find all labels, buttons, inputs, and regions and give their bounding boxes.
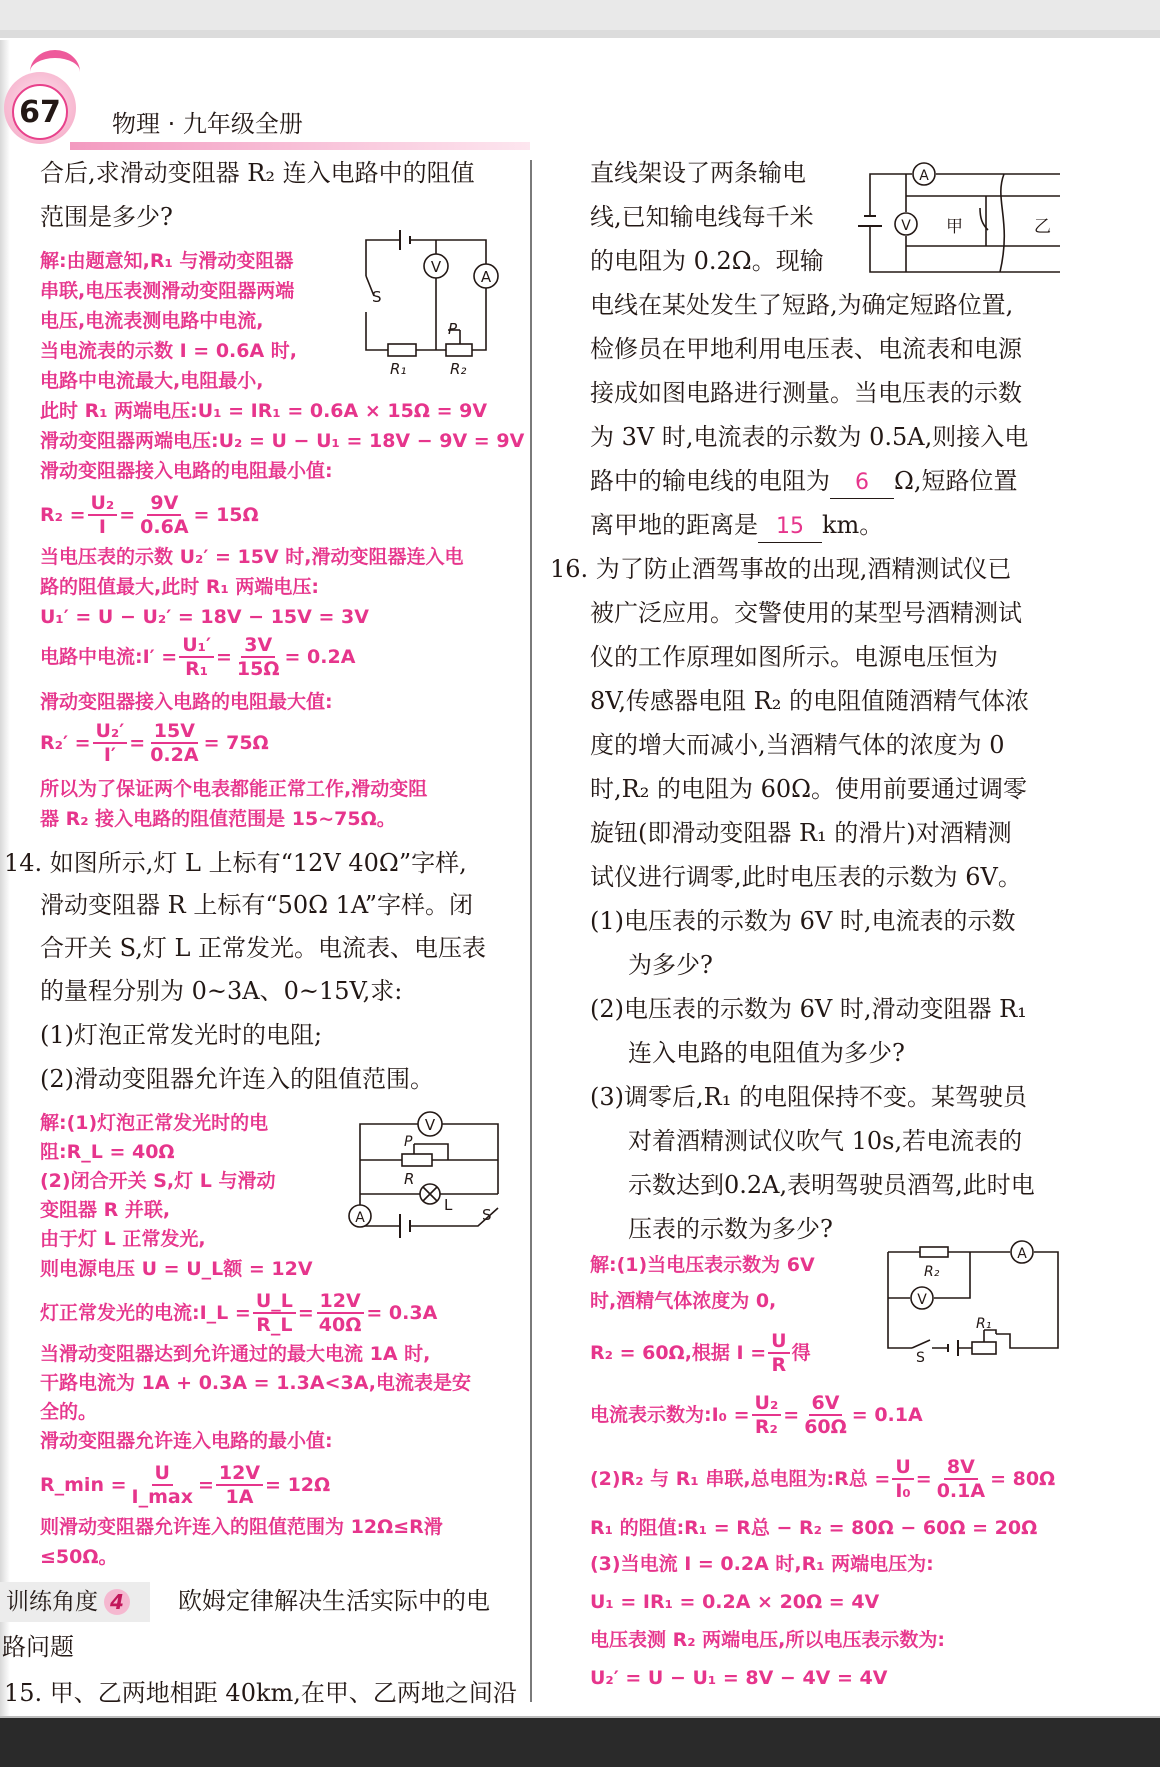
numerator: 12V	[216, 1462, 263, 1486]
section-tag-text: 训练角度	[6, 1589, 98, 1615]
lamp-label: L	[444, 1196, 453, 1214]
question-text: 试仪进行调零,此时电压表的示数为 6V。	[590, 863, 1022, 891]
equals: =	[119, 504, 136, 526]
resistor-r1-label: R₁	[390, 360, 407, 378]
formula	[40, 1462, 330, 1508]
formula-rhs: = 0.1A	[851, 1404, 923, 1426]
question-text: (3)调零后,R₁ 的电阻保持不变。某驾驶员	[590, 1083, 1027, 1111]
fraction	[179, 634, 214, 680]
question-text: 电线在某处发生了短路,为确定短路位置,	[590, 291, 1014, 319]
numerator: U₁′	[179, 634, 214, 658]
ammeter-label: A	[1017, 1246, 1027, 1262]
circuit-diagram-14	[344, 1110, 514, 1250]
fraction	[892, 1456, 913, 1502]
circuit-diagram-16	[884, 1244, 1060, 1366]
question-text	[590, 510, 883, 543]
numerator: U	[892, 1456, 913, 1480]
location-yi-label: 乙	[1034, 217, 1051, 237]
question-text: 连入电路的电阻值为多少?	[628, 1039, 905, 1067]
answer-blank-distance: 15	[758, 512, 822, 543]
equals: =	[215, 646, 232, 668]
numerator: U	[768, 1330, 789, 1354]
solution-line: R₁ 的阻值:R₁ = R总 − R₂ = 80Ω − 60Ω = 20Ω	[590, 1517, 1038, 1539]
denominator: I	[98, 516, 106, 538]
question-text: 8V,传感器电阻 R₂ 的电阻值随酒精气体浓	[590, 687, 1029, 715]
numerator: 8V	[944, 1456, 978, 1480]
solution-line: 解:(1)灯泡正常发光时的电	[40, 1112, 269, 1134]
fraction	[934, 1456, 988, 1502]
formula-lhs: 电路中电流:I′ =	[40, 646, 178, 668]
formula-lhs: 灯正常发光的电流:I_L =	[40, 1302, 251, 1324]
formula	[40, 492, 259, 538]
formula	[40, 1290, 437, 1336]
equals: =	[197, 1474, 214, 1496]
denominator: 40Ω	[318, 1314, 362, 1336]
slider-label: P	[448, 320, 458, 338]
switch-label: S	[482, 1206, 492, 1224]
denominator: I′	[103, 744, 116, 766]
circuit-diagram-15	[850, 160, 1060, 278]
solution-line: 串联,电压表测滑动变阻器两端	[40, 280, 295, 302]
question-text: 检修员在甲地利用电压表、电流表和电源	[590, 335, 1022, 363]
question-text: (1)电压表的示数为 6V 时,电流表的示数	[590, 907, 1016, 935]
question-text: 旋钮(即滑动变阻器 R₁ 的滑片)对酒精测	[590, 819, 1012, 847]
question-text: 范围是多少?	[40, 203, 173, 231]
formula-lhs: R₂′ =	[40, 732, 91, 754]
question-text: (2)电压表的示数为 6V 时,滑动变阻器 R₁	[590, 995, 1027, 1023]
question-text: 为 3V 时,电流表的示数为 0.5A,则接入电	[590, 423, 1029, 451]
numerator: U₂	[88, 492, 118, 516]
formula-lhs: 电流表示数为:I₀ =	[590, 1404, 750, 1426]
section-title: 欧姆定律解决生活实际中的电	[178, 1587, 490, 1615]
formula-lhs: R₂ = 60Ω,根据 I =	[590, 1342, 767, 1364]
solution-line: U₁ = IR₁ = 0.2A × 20Ω = 4V	[590, 1591, 880, 1613]
denominator: I_max	[131, 1486, 193, 1508]
fraction	[129, 1462, 196, 1508]
equals: =	[783, 1404, 800, 1426]
solution-line: 时,酒精气体浓度为 0,	[590, 1290, 777, 1312]
denominator: R	[771, 1354, 787, 1376]
fraction	[752, 1392, 782, 1438]
solution-line: 路的阻值最大,此时 R₁ 两端电压:	[40, 576, 319, 598]
fraction	[234, 634, 283, 680]
switch-label: S	[916, 1350, 925, 1366]
solution-line: 所以为了保证两个电表都能正常工作,滑动变阻	[40, 778, 428, 800]
book-title: 物理 · 九年级全册	[112, 110, 303, 138]
denominator: R₂	[754, 1416, 778, 1438]
page-number: 67	[12, 84, 68, 140]
blank-prefix: 离甲地的距离是	[590, 511, 758, 539]
bottom-margin	[0, 1718, 1160, 1767]
header-underline	[70, 142, 530, 150]
solution-line: 此时 R₁ 两端电压:U₁ = IR₁ = 0.6A × 15Ω = 9V	[40, 400, 488, 422]
question-text: 度的增大而减小,当酒精气体的浓度为 0	[590, 731, 1005, 759]
solution-line: 干路电流为 1A + 0.3A = 1.3A<3A,电流表是安	[40, 1372, 471, 1394]
numerator: U_L	[253, 1290, 296, 1314]
question-text: 示数达到0.2A,表明驾驶员酒驾,此时电	[628, 1171, 1035, 1199]
location-jia-label: 甲	[946, 217, 963, 237]
solution-line: 解:(1)当电压表示数为 6V	[590, 1254, 815, 1276]
blank-suffix: Ω,短路位置	[894, 467, 1018, 495]
solution-line: 电压表测 R₂ 两端电压,所以电压表示数为:	[590, 1629, 945, 1651]
solution-line: U₁′ = U − U₂′ = 18V − 15V = 3V	[40, 606, 369, 628]
voltmeter-label: V	[901, 218, 911, 234]
formula	[590, 1330, 811, 1376]
question-text: 15. 甲、乙两地相距 40km,在甲、乙两地之间沿	[4, 1679, 517, 1707]
numerator: 3V	[241, 634, 275, 658]
numerator: 9V	[147, 492, 181, 516]
solution-line: 则电源电压 U = U_L额 = 12V	[40, 1258, 313, 1280]
resistor-r2-label: R₂	[450, 360, 467, 378]
fraction	[253, 1290, 296, 1336]
column-divider	[530, 160, 532, 1702]
ammeter-label: A	[355, 1210, 365, 1226]
question-text: 为多少?	[628, 951, 713, 979]
fraction	[801, 1392, 850, 1438]
solution-line: 全的。	[40, 1401, 98, 1423]
question-text: 压表的示数为多少?	[628, 1215, 833, 1243]
page-shadow	[0, 40, 10, 1716]
question-text: 接成如图电路进行测量。当电压表的示数	[590, 379, 1022, 407]
fraction	[93, 720, 128, 766]
question-text: (2)滑动变阻器允许连入的阻值范围。	[40, 1065, 434, 1093]
solution-line: 则滑动变阻器允许连入的阻值范围为 12Ω≤R滑	[40, 1516, 443, 1538]
voltmeter-label: V	[430, 258, 442, 276]
formula-lhs: R_min =	[40, 1474, 127, 1496]
solution-line: 由于灯 L 正常发光,	[40, 1228, 206, 1250]
solution-line: 变阻器 R 并联,	[40, 1199, 171, 1221]
formula-rhs: = 0.2A	[284, 646, 356, 668]
solution-line: U₂′ = U − U₁ = 8V − 4V = 4V	[590, 1667, 888, 1689]
question-text: 合后,求滑动变阻器 R₂ 连入电路中的阻值	[40, 159, 475, 187]
fraction	[137, 492, 191, 538]
ammeter-label: A	[480, 268, 492, 286]
denominator: R_L	[256, 1314, 293, 1336]
solution-line: 器 R₂ 接入电路的阻值范围是 15~75Ω。	[40, 808, 396, 830]
question-text: 被广泛应用。交警使用的某型号酒精测试	[590, 599, 1022, 627]
formula	[590, 1392, 923, 1438]
formula-rhs: = 12Ω	[265, 1474, 331, 1496]
solution-line: 电路中电流最大,电阻最小,	[40, 370, 264, 392]
formula-rhs: = 0.3A	[366, 1302, 438, 1324]
fraction	[147, 720, 201, 766]
sensor-r2-label: R₂	[924, 1264, 940, 1280]
question-text: 的电阻为 0.2Ω。现输	[590, 247, 824, 275]
formula	[40, 634, 355, 680]
denominator: 0.6A	[140, 516, 189, 538]
ammeter-label: A	[919, 168, 929, 184]
answer-blank-resistance: 6	[830, 468, 894, 499]
solution-line: 阻:R_L = 40Ω	[40, 1141, 175, 1163]
question-text: (1)灯泡正常发光时的电阻;	[40, 1021, 323, 1049]
numerator: 15V	[151, 720, 198, 744]
question-text: 时,R₂ 的电阻为 60Ω。使用前要通过调零	[590, 775, 1028, 803]
solution-line: 解:由题意知,R₁ 与滑动变阻器	[40, 250, 294, 272]
denominator: 0.2A	[150, 744, 199, 766]
numerator: U	[152, 1462, 173, 1486]
blank-prefix: 路中的输电线的电阻为	[590, 467, 830, 495]
question-text: 合开关 S,灯 L 正常发光。电流表、电压表	[40, 934, 487, 962]
solution-line: 当电流表的示数 I = 0.6A 时,	[40, 340, 298, 362]
solution-line: (2)闭合开关 S,灯 L 与滑动	[40, 1170, 276, 1192]
numerator: 12V	[317, 1290, 364, 1314]
solution-line: 滑动变阻器接入电路的电阻最小值:	[40, 460, 333, 482]
solution-line: (3)当电流 I = 0.2A 时,R₁ 两端电压为:	[590, 1553, 934, 1575]
fraction	[768, 1330, 789, 1376]
formula-lhs: R₂ =	[40, 504, 86, 526]
circuit-diagram-13	[356, 236, 516, 376]
section-title-cont: 路问题	[2, 1633, 74, 1661]
denominator: R₁	[185, 658, 209, 680]
solution-line: 滑动变阻器两端电压:U₂ = U − U₁ = 18V − 9V = 9V	[40, 430, 525, 452]
solution-line: 当电压表的示数 U₂′ = 15V 时,滑动变阻器连入电	[40, 546, 464, 568]
question-text	[590, 466, 1018, 499]
rheostat-r1-label: R₁	[976, 1316, 992, 1332]
denominator: 1A	[225, 1486, 254, 1508]
equals: =	[915, 1468, 932, 1490]
denominator: 0.1A	[936, 1480, 986, 1502]
equals: =	[129, 732, 146, 754]
question-text: 仪的工作原理如图所示。电源电压恒为	[590, 643, 998, 671]
formula	[590, 1456, 1055, 1502]
solution-line: 电压,电流表测电路中电流,	[40, 310, 264, 332]
fraction	[88, 492, 118, 538]
voltmeter-label: V	[424, 1116, 436, 1134]
question-text: 滑动变阻器 R 上标有“50Ω 1A”字样。闭	[40, 891, 474, 919]
formula-lhs: (2)R₂ 与 R₁ 串联,总电阻为:R总 =	[590, 1468, 891, 1490]
solution-line: 滑动变阻器接入电路的电阻最大值:	[40, 691, 333, 713]
question-text: 14. 如图所示,灯 L 上标有“12V 40Ω”字样,	[4, 849, 467, 877]
denominator: 15Ω	[236, 658, 280, 680]
denominator: 60Ω	[804, 1416, 847, 1438]
solution-line: 滑动变阻器允许连入电路的最小值:	[40, 1430, 333, 1452]
section-number: 4	[104, 1589, 130, 1615]
denominator: I₀	[895, 1480, 911, 1502]
formula-rhs: 得	[791, 1342, 811, 1364]
top-edge	[0, 30, 1160, 38]
fraction	[216, 1462, 263, 1508]
question-text: 16. 为了防止酒驾事故的出现,酒精测试仪已	[550, 555, 1012, 583]
slider-label: P	[404, 1134, 413, 1150]
solution-line: ≤50Ω。	[40, 1546, 118, 1568]
question-text: 对着酒精测试仪吹气 10s,若电流表的	[628, 1127, 1023, 1155]
voltmeter-label: V	[917, 1292, 927, 1308]
solution-line: 当滑动变阻器达到允许通过的最大电流 1A 时,	[40, 1343, 431, 1365]
numerator: U₂	[752, 1392, 782, 1416]
equals: =	[297, 1302, 314, 1324]
blank-suffix: km。	[822, 511, 884, 539]
fraction	[316, 1290, 365, 1336]
question-text: 的量程分别为 0~3A、0~15V,求:	[40, 977, 403, 1005]
formula-rhs: = 75Ω	[203, 732, 269, 754]
numerator: 6V	[809, 1392, 843, 1416]
numerator: U₂′	[93, 720, 128, 744]
question-text: 线,已知输电线每千米	[590, 203, 814, 231]
formula-rhs: = 80Ω	[990, 1468, 1056, 1490]
rheostat-label: R	[404, 1170, 415, 1188]
formula	[40, 720, 269, 766]
question-text: 直线架设了两条输电	[590, 159, 806, 187]
switch-label: S	[372, 288, 382, 306]
section-tag	[0, 1582, 150, 1622]
formula-rhs: = 15Ω	[193, 504, 259, 526]
